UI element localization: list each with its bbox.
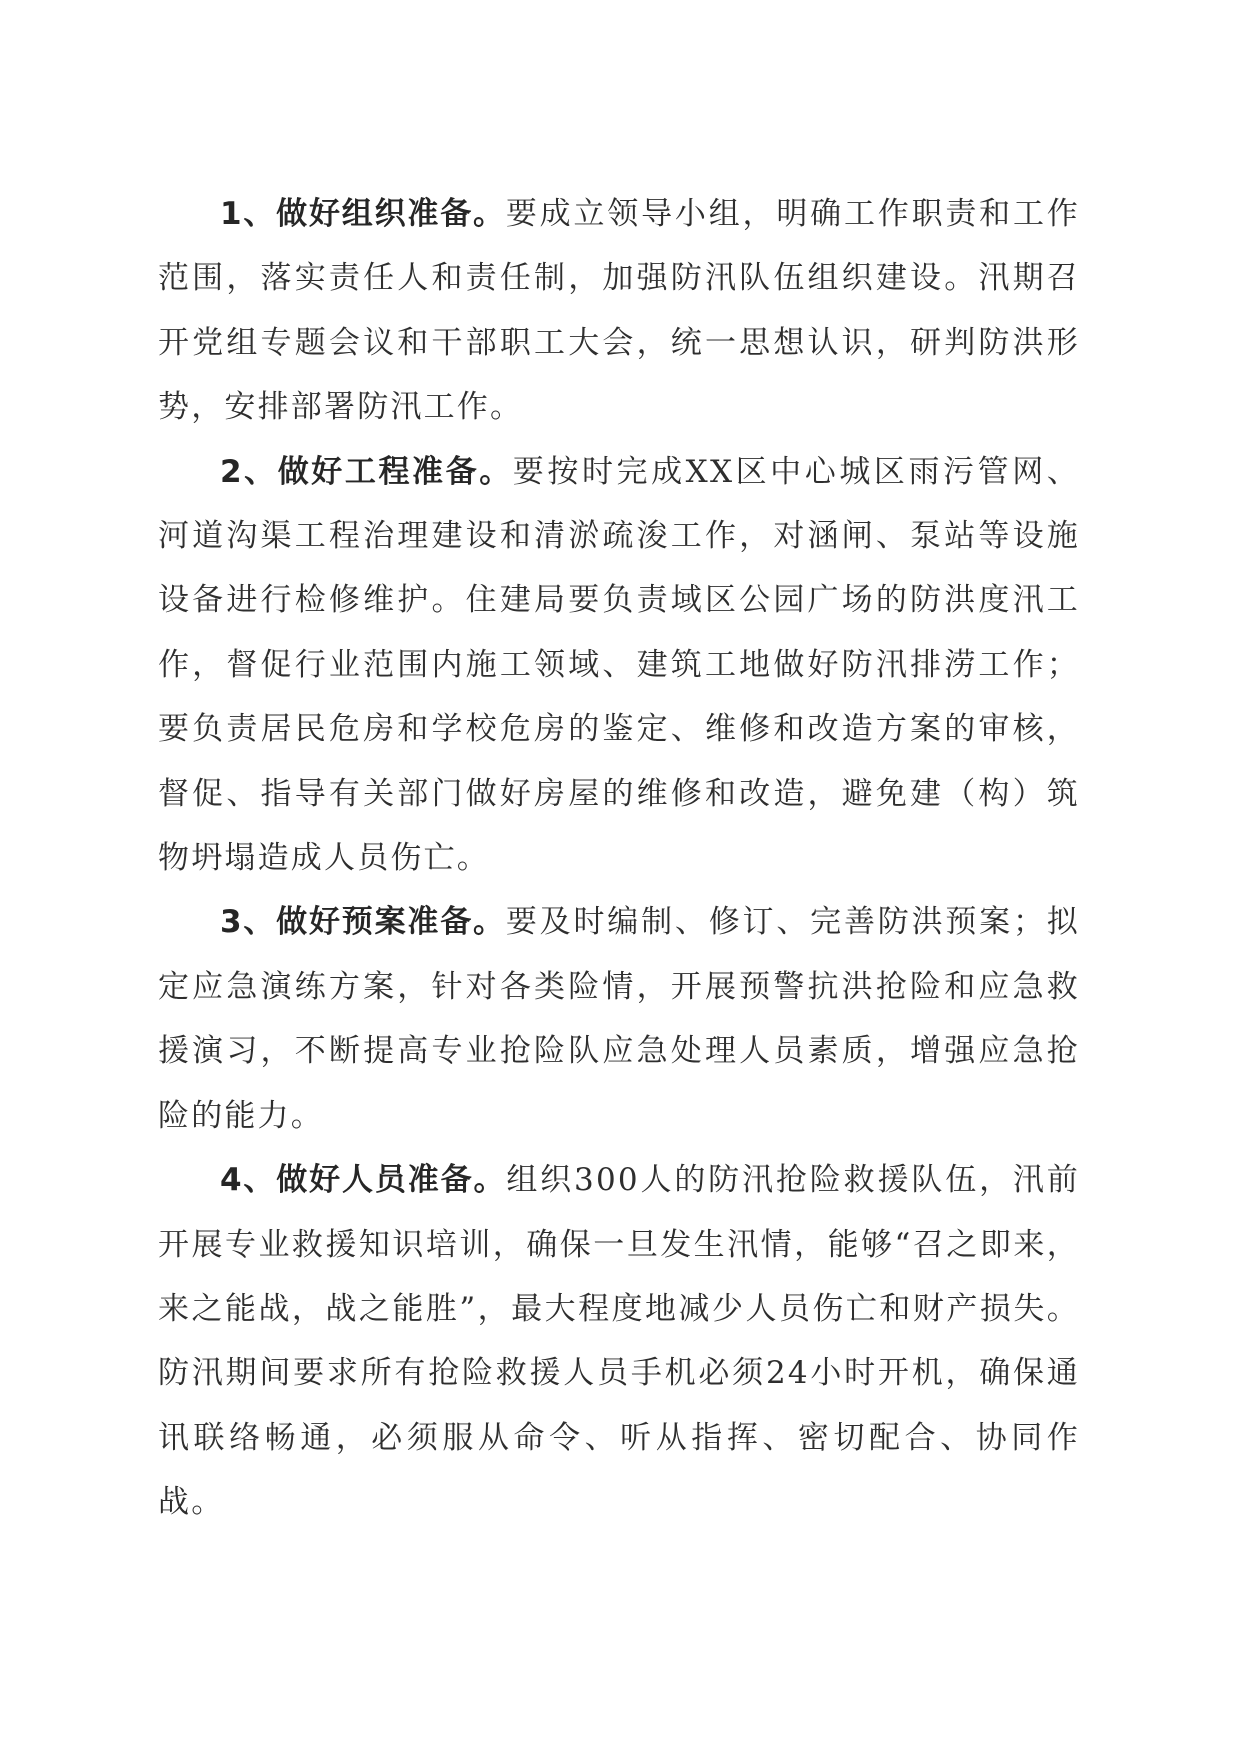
paragraph-heading: 4、做好人员准备。 [220, 1162, 507, 1199]
paragraph-heading: 2、做好工程准备。 [220, 453, 513, 490]
paragraph-plan [158, 890, 1080, 1148]
paragraph-heading: 1、做好组织准备。 [220, 196, 506, 232]
paragraph-personnel [158, 1148, 1080, 1534]
paragraph-heading: 3、做好预案准备。 [220, 904, 506, 941]
paragraph-text: 要按时完成XX区中心城区雨污管网、河道沟渠工程治理建设和清淤疏浚工作，对涵闸、泵站等设施设备进行检修维护。住建局要负责域区公园广场的防洪度汛工作，督促行业范围内施工领域、建筑工地做好防汛排涝工作；要负责居民危房和学校危房的鉴定、维修和改造方案的审核，督促、指导有关部门做好房屋的维修和改造，避免建（构）筑物坍塌造成人员伤亡。 [158, 453, 1080, 877]
paragraph-text: 要成立领导小组，明确工作职责和工作范围，落实责任人和责任制，加强防汛队伍组织建设。汛期召开党组专题会议和干部职工大会，统一思想认识，研判防洪形势，安排部署防汛工作。 [158, 196, 1080, 426]
document-body [158, 182, 1080, 1535]
paragraph-text: 组织300人的防汛抢险救援队伍，汛前开展专业救援知识培训，确保一旦发生汛情，能够“召之即来，来之能战，战之能胜”，最大程度地减少人员伤亡和财产损失。防汛期间要求所有抢险救援人员手机必须24小时开机，确保通讯联络畅通，必须服从命令、听从指挥、密切配合、协同作战。 [158, 1162, 1080, 1521]
paragraph-organization [158, 182, 1080, 440]
paragraph-text: 要及时编制、修订、完善防洪预案；拟定应急演练方案，针对各类险情，开展预警抗洪抢险和应急救援演习，不断提高专业抢险队应急处理人员素质，增强应急抢险的能力。 [158, 904, 1080, 1134]
paragraph-engineering [158, 440, 1080, 891]
